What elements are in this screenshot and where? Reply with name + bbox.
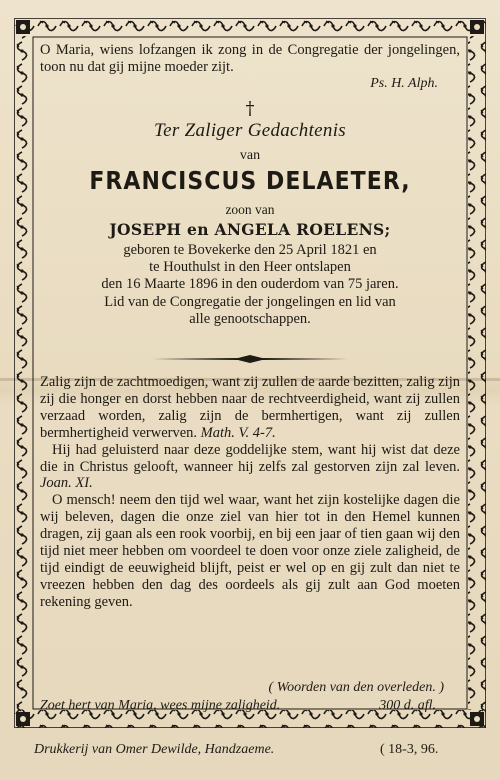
scripture-reference: Joan. XI. bbox=[40, 475, 93, 492]
faith-text: Hij had geluisterd naar deze goddelijke stem, want hij wist dat deze die in Christus gelooft, wanneer hij zelfs zal gestorven zijn zal leven. bbox=[40, 441, 460, 475]
printer-credit: Drukkerij van Omer Dewilde, Handzaeme. bbox=[34, 742, 275, 757]
deceased-name: FRANCISCUS DELAETER, bbox=[89, 166, 411, 195]
motto-source: Ps. H. Alph. bbox=[370, 76, 438, 91]
indulgence: 300 d. afl. bbox=[379, 698, 436, 713]
bio-line: Lid van de Congregatie der jongelingen en lid van bbox=[104, 293, 396, 310]
bio-line: alle genootschappen. bbox=[189, 310, 311, 327]
closing-line bbox=[40, 698, 460, 714]
son-of-label: zoon van bbox=[225, 202, 275, 217]
words-note: ( Woorden van den overleden. ) bbox=[268, 680, 444, 695]
parents-names: JOSEPH en ANGELA ROELENS; bbox=[109, 220, 391, 239]
beatitudes-paragraph bbox=[40, 374, 460, 442]
biography bbox=[36, 242, 464, 328]
bio-line: den 16 Maarte 1896 in den ouderdom van 75 jaren. bbox=[101, 276, 399, 293]
invocation: Zoet hert van Maria, wees mijne zaligheid. bbox=[40, 698, 281, 713]
scripture-text bbox=[40, 374, 460, 611]
bio-line: geboren te Bovekerke den 25 April 1821 en bbox=[123, 242, 377, 258]
cross-icon: † bbox=[245, 98, 255, 119]
beatitudes-text: Zalig zijn de zachtmoedigen, want zij zullen de aarde bezitten, zalig zijn zij die honger en dorst hebben naar de rechtveerdigheid, want zij zullen verzaad worden, zalig zijn de bermhertigen, want zij zullen bermhertigheid verwerven. bbox=[40, 374, 460, 441]
heading-van: van bbox=[239, 148, 261, 163]
ornamental-divider bbox=[152, 354, 348, 364]
memorial-heading: Ter Zaliger Gedachtenis bbox=[154, 120, 346, 141]
opening-motto: O Maria, wiens lofzangen ik zong in de Congregatie der jongelingen, toon nu dat gij mijne moeder zijt. bbox=[40, 42, 460, 75]
exhortation-text: O mensch! neem den tijd wel waar, want het zijn kostelijke dagen die wij beleven, dagen die onze ziel van hier tot in den Hemel kunnen dragen, zij gaan als een rook voorbij, en bij een jaar of tien gaan wij den tijd niet meer hebben om voordeel te doen voor onze ziele zaligheid, de tijd eindigt de eeuwigheid blijft, peist er wel op en gij zult dan niet te vreezen hebben den dag des oordeels als gij zult aan God moeten rekening geven. bbox=[40, 492, 460, 610]
exhortation-paragraph bbox=[40, 492, 460, 610]
print-code: ( 18-3, 96. bbox=[380, 742, 439, 757]
bio-line: te Houthulst in den Heer ontslapen bbox=[149, 259, 351, 276]
card-content bbox=[36, 40, 464, 713]
faith-paragraph bbox=[40, 442, 460, 493]
scripture-reference: Math. V. 4-7. bbox=[200, 424, 276, 441]
